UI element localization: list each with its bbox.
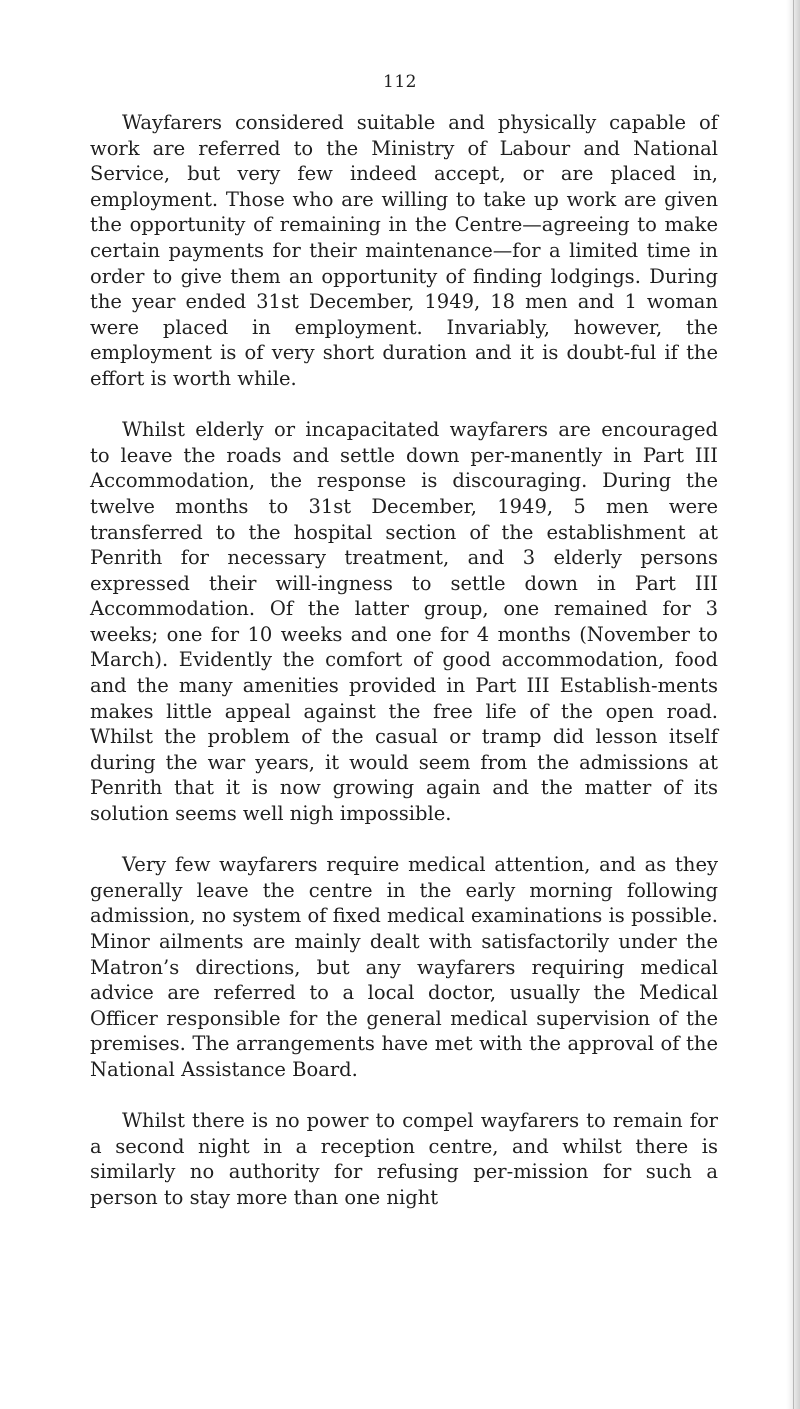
page-edge-line <box>793 0 794 1409</box>
paragraph-part-iii-accommodation: Whilst elderly or incapacitated wayfarers are encouraged to leave the roads and settle down per-manently in Part III Accommodation, the response is discouraging. During the twelve months to 31st December, 1949, 5 men were transferred to the hospital section of the establishment at Penrith for necessary treatment, and 3 elderly persons expressed their will-ingness to settle down in Part III Accommodation. Of the latter group, one remained for 3 weeks; one for 10 weeks and one for 4 months (November to March). Evidently the comfort of good accommodation, food and the many amenities provided in Part III Establish-ments makes little appeal against the free life of the open road. Whilst the problem of the casual or tramp did lesson itself during the war years, it would seem from the admissions at Penrith that it is now growing again and the matter of its solution seems well nigh impossible. <box>90 418 718 826</box>
paragraph-second-night: Whilst there is no power to compel wayfarers to remain for a second night in a reception centre, and whilst there is similarly no authority for refusing per-mission for such a person to stay more than one night <box>90 1109 718 1209</box>
page-number: 112 <box>383 72 417 92</box>
paragraph-medical-attention: Very few wayfarers require medical attention, and as they generally leave the centre in the early morning following admission, no system of fixed medical examinations is possible. Minor ailments are mainly dealt with satisfactorily under the Matron’s directions, but any wayfarers requiring medical advice are referred to a local doctor, usually the Medical Officer responsible for the general medical supervision of the premises. The arrangements have met with the approval of the National Assistance Board. <box>90 853 718 1081</box>
paragraph-employment: Wayfarers considered suitable and physically capable of work are referred to the Ministry of Labour and National Service, but very few indeed accept, or are placed in, employment. Those who are willing to take up work are given the opportunity of remaining in the Centre—agreeing to make certain payments for their maintenance—for a limited time in order to give them an opportunity of finding lodgings. During the year ended 31st December, 1949, 18 men and 1 woman were placed in employment. Invariably, however, the employment is of very short duration and it is doubt-ful if the effort is worth while. <box>90 111 718 390</box>
body-text <box>90 110 718 1211</box>
